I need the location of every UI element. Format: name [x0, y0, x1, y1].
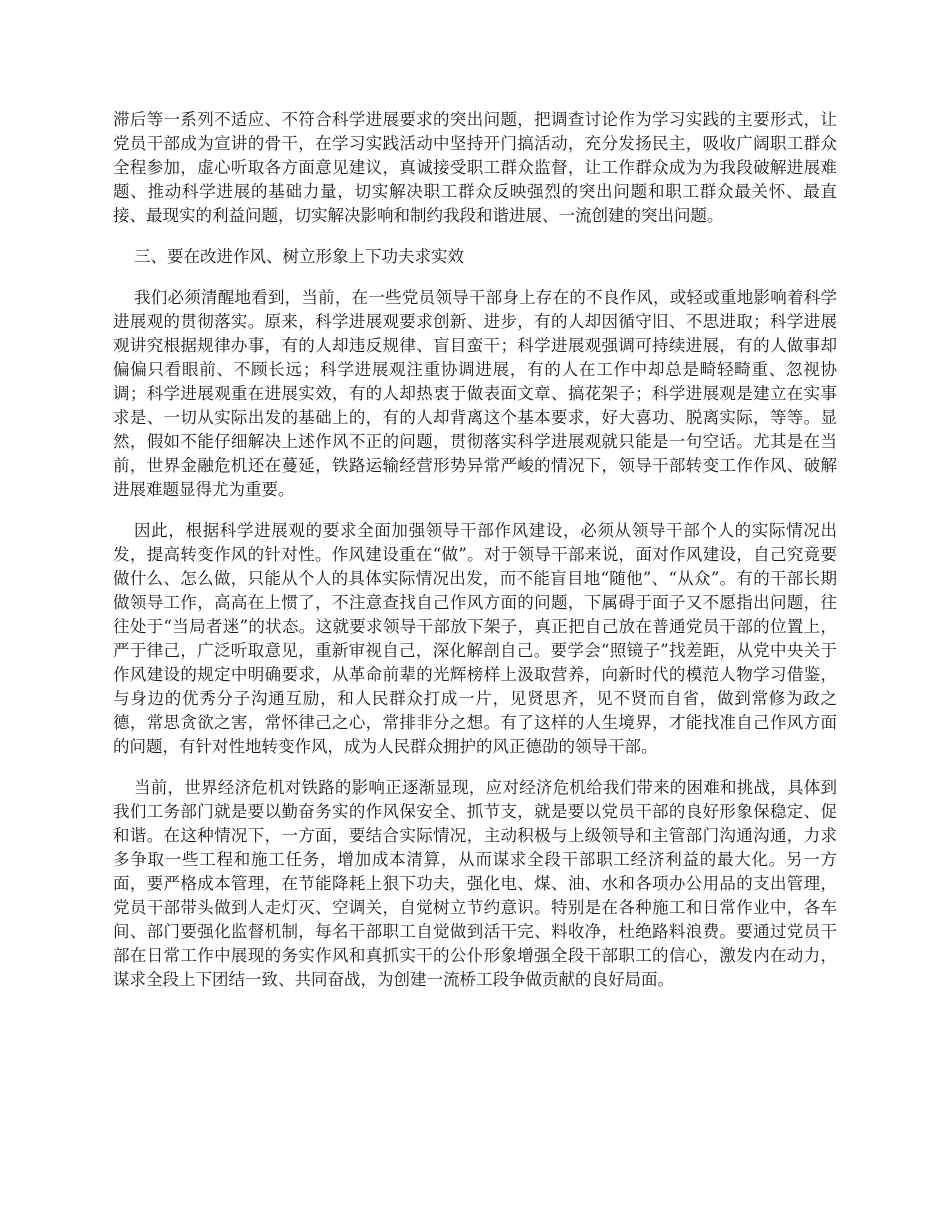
paragraph-work-style-construction: 因此，根据科学进展观的要求全面加强领导干部作风建设，必须从领导干部个人的实际情况出发，提高转变作风的针对性。作风建设重在“做”。对于领导干部来说，面对作风建设，自己究竟要做什么、怎么做，只能从个人的具体实际情况出发，而不能盲目地“随他”、“从众”。有的干部长期做领导工作，高高在上惯了，不注意查找自己作风方面的问题，下属碍于面子又不愿指出问题，往往处于“当局者迷”的状态。这就要求领导干部放下架子，真正把自己放在普通党员干部的位置上，严于律己，广泛听取意见，重新审视自己，深化解剖自己。要学会“照镜子”找差距，从党中央关于作风建设的规定中明确要求，从革命前辈的光辉榜样上汲取营养，向新时代的模范人物学习借鉴，与身边的优秀分子沟通互励，和人民群众打成一片，见贤思齐，见不贤而自省，做到常修为政之德，常思贪欲之害，常怀律己之心，常排非分之想。有了这样的人生境界，才能找准自己作风方面的问题，有针对性地转变作风，成为人民群众拥护的风正德劭的领导干部。	[113, 521, 837, 756]
section-heading-three: 三、要在改进作风、树立形象上下功夫求实效	[133, 247, 464, 266]
paragraph-intro-continuation: 滞后等一系列不适应、不符合科学进展要求的突出问题，把调查讨论作为学习实践的主要形式，让党员干部成为宣讲的骨干，在学习实践活动中坚持开门搞活动，充分发扬民主，吸收广阔职工群众全程参加，虚心听取各方面意见建议，真诚接受职工群众监督，让工作群众成为为我段破解进展难题、推动科学进展的基础力量，切实解决职工群众反映强烈的突出问题和职工群众最关怀、最直接、最现实的利益问题，切实解决影响和制约我段和谐进展、一流创建的突出问题。	[113, 110, 837, 225]
paragraph-work-style-problems: 我们必须清醒地看到，当前，在一些党员领导干部身上存在的不良作风，或轻或重地影响着科学进展观的贯彻落实。原来，科学进展观要求创新、进步，有的人却因循守旧、不思进取；科学进展观讲究根据规律办事，有的人却违反规律、盲目蛮干；科学进展观强调可持续进展，有的人做事却偏偏只看眼前、不顾长远；科学进展观注重协调进展，有的人在工作中却总是畸轻畸重、忽视协调；科学进展观重在进展实效，有的人却热衷于做表面文章、搞花架子；科学进展观是建立在实事求是、一切从实际出发的基础上的，有的人却背离这个基本要求，好大喜功、脱离实际，等等。显然，假如不能仔细解决上述作风不正的问题，贯彻落实科学进展观就只能是一句空话。尤其是在当前，世界金融危机还在蔓延，铁路运输经营形势异常严峻的情况下，领导干部转变工作作风、破解进展难题显得尤为重要。	[113, 288, 837, 499]
paragraph-economic-crisis-response: 当前，世界经济危机对铁路的影响正逐渐显现，应对经济危机给我们带来的困难和挑战，具体到我们工务部门就是要以勤奋务实的作风保安全、抓节支，就是要以党员干部的良好形象保稳定、促和谐。在这种情况下，一方面，要结合实际情况，主动积极与上级领导和主管部门沟通沟通，力求多争取一些工程和施工任务，增加成本清算，从而谋求全段干部职工经济利益的最大化。另一方面，要严格成本管理，在节能降耗上狠下功夫，强化电、煤、油、水和各项办公用品的支出管理，党员干部带头做到人走灯灭、空调关，自觉树立节约意识。特别是在各种施工和日常作业中，各车间、部门要强化监督机制，每名干部职工自觉做到活干完、料收净，杜绝路料浪费。要通过党员干部在日常工作中展现的务实作风和真抓实干的公仆形象增强全段干部职工的信心，激发内在动力，谋求全段上下团结一致、共同奋战，为创建一流桥工段争做贡献的良好局面。	[113, 778, 837, 989]
